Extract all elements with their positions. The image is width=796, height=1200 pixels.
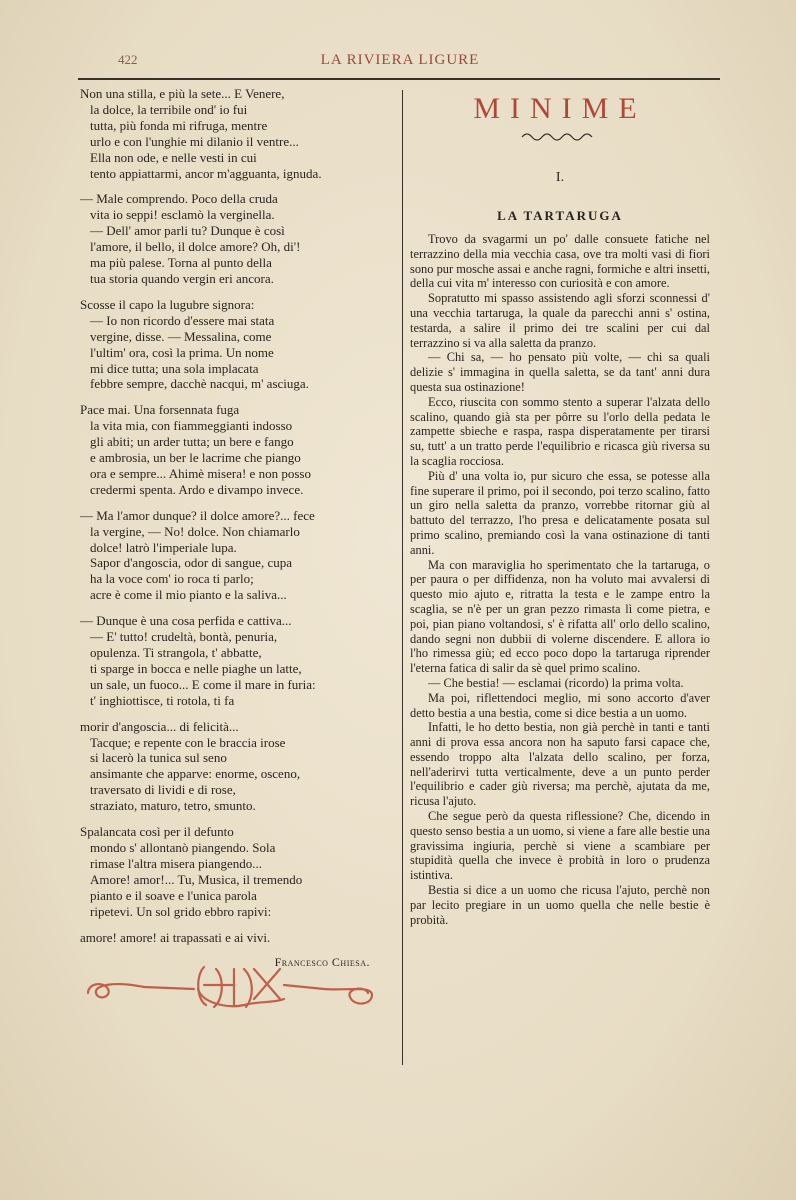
poem-line: acre è come il mio pianto e la saliva...	[90, 587, 287, 603]
article-paragraph: Sopratutto mi spasso assistendo agli sforzi sconnessi d' una vecchia tartaruga, la quale da parecchi anni s' ostina, testarda, a salire il primo dei tre scalini per cui dal terrazzino si va alla saletta da pranzo.	[410, 291, 710, 350]
poem-line: tua storia quando vergin eri ancora.	[90, 270, 274, 286]
poem-column	[80, 86, 380, 970]
poem-line: l'amore, il bello, il dolce amore? Oh, di'!	[90, 239, 301, 255]
section-title: MINIME	[473, 92, 647, 125]
poem-line: ha la voce com' io roca ti parlo;	[90, 571, 254, 587]
poem-line: traversato di lividi e di rose,	[90, 782, 236, 798]
poem-line: un sale, un fuoco... E come il mare in furia:	[90, 676, 316, 692]
poem-line: la dolce, la terribile ond' io fui	[90, 101, 248, 117]
column-divider	[402, 90, 403, 1065]
poem-line: Spalancata così per il defunto	[80, 824, 234, 840]
poem-line: ripetevi. Un sol grido ebbro rapivi:	[90, 903, 272, 919]
title-squiggle	[520, 132, 600, 142]
article-subtitle: LA TARTARUGA	[497, 208, 623, 223]
poem-line: urlo e con l'unghie mi dilanio il ventre...	[90, 133, 299, 149]
poem-signature: Francesco Chiesa.	[274, 955, 370, 970]
page-number: 422	[118, 52, 138, 67]
poem-line: — E' tutto! crudeltà, bontà, penuria,	[90, 629, 278, 645]
poem-stanza	[80, 86, 380, 181]
poem-line: Amore! amor!... Tu, Musica, il tremendo	[90, 871, 303, 887]
article-paragraph: Ecco, riuscita con sommo stento a superar l'alzata dello scalino, quando già sta per pôrre su l'orlo della pedata le zampette sbieche e raspa, raspa disperatamente per tirarsi su, tutt' a un tratto perde l'equilibrio e ricasca giù riversa su la scaglia rocciosa.	[410, 394, 710, 468]
article-paragraph: — Chi sa, — ho pensato più volte, — chi sa quali delizie s' immagina in quella saletta, se da tant' anni dura questa sua ostinazione!	[410, 350, 710, 394]
article-paragraph: Infatti, le ho detto bestia, non già perchè in tanti e tanti anni di prova essa ancora non ha saputo farsi capace che, essendo troppo alta l'alzata dello scalino, per forza, nell'aderirvi tutta verticalmente, deve a un punto perder l'equilibrio e cader giù riversa; ma perchè, ajutata da me, ricusa l'ajuto.	[410, 720, 710, 809]
poem-line: febbre sempre, dacchè nacqui, m' asciuga.	[90, 376, 309, 392]
poem-line: vita io seppi! esclamò la verginella.	[90, 207, 275, 223]
article-paragraph: Ma con maraviglia ho sperimentato che la tartaruga, o per paura o per diffidenza, non ha voluto mai avvalersi di questo mio ajuto e, ritratta la testa e le zampe entro la scaglia, se n'è per un gran pezzo rimasta lì come pietra, e poi, pian piano voltandosi, s' è rifatta all' orlo dello scalino, dando segni non dubbii di volerne discendere. E allora io l'ho rimessa giù; ed ecco poco dopo la tartaruga riprender l'eterna fatica di salir da sè quel primo scalino.	[410, 557, 710, 676]
poem-line: ti sparge in bocca e nelle piaghe un latte,	[90, 660, 302, 676]
poem-stanza	[80, 824, 380, 919]
poem-line: credermi spenta. Ardo e divampo invece.	[90, 481, 304, 497]
running-header	[80, 52, 720, 76]
poem-line: Scosse il capo la lugubre signora:	[80, 296, 255, 312]
poem-stanza	[80, 402, 380, 497]
poem-line: la vergine, — No! dolce. Non chiamarlo	[90, 523, 300, 539]
poem-line: Pace mai. Una forsennata fuga	[80, 402, 240, 418]
poem-line: mi dice tutta; una sola implacata	[90, 360, 259, 376]
article-paragraph: Più d' una volta io, pur sicuro che essa, se potesse alla fine superare il primo, poi il secondo, poi terzo scalino, fatto un giro nella saletta da pranzo, vorrebbe ritornar giù al battuto del terrazzo, l'ho presa e delicatamente posata sul primo scalino, premiando così la vana ostinazione di tanti anni.	[410, 468, 710, 557]
article-paragraph: Trovo da svagarmi un po' dalle consuete fatiche nel terrazzino della mia vecchia casa, ove tra molti vasi di fiori sono pur mosche assai e anche ragni, formiche e altri insetti, della cui vita m' interesso con curiosità e con amore.	[410, 232, 710, 291]
poem-line: — Ma l'amor dunque? il dolce amore?... fece	[80, 507, 315, 523]
poem-line: mondo s' allontanò piangendo. Sola	[90, 839, 276, 855]
poem-line: Sapor d'angoscia, odor di sangue, cupa	[90, 555, 292, 571]
article-column	[410, 92, 710, 927]
article-paragraph: Bestia si dice a un uomo che ricusa l'ajuto, perchè non par lecito pregiare in un uomo quella che nelle bestie è probità.	[410, 883, 710, 927]
poem-line: ora e sempre... Ahimè misera! e non posso	[90, 465, 311, 481]
poem-line: Ella non ode, e nelle vesti in cui	[90, 149, 257, 165]
poem-line: tento appiattarmi, ancor m'agguanta, ignuda.	[90, 165, 322, 181]
poem-line: gli abiti; un arder tutta; un bere e fango	[90, 434, 294, 450]
poem-stanza	[80, 297, 380, 392]
article-body	[410, 232, 710, 927]
poem-line: tutta, più fonda mi rifruga, mentre	[90, 117, 268, 133]
poem-stanza	[80, 930, 380, 946]
poem-line: pianto e il soave e l'unica parola	[90, 887, 257, 903]
poem-line: t' inghiottisce, ti rotola, ti fa	[90, 692, 235, 708]
article-paragraph: Ma poi, riflettendoci meglio, mi sono accorto d'aver detto bestia a una bestia, come si dice bestia a un uomo.	[410, 690, 710, 720]
article-number: I.	[555, 170, 565, 185]
poem-line: — Male comprendo. Poco della cruda	[80, 191, 278, 207]
article-paragraph: Che segue però da questa riflessione? Che, dicendo in questo senso bestia a un uomo, si viene a fare alle bestie una gravissima ingiuria, perchè si viene a scambiare per stupidità quella che invece è probità in loro o prudenza istintiva.	[410, 809, 710, 883]
poem-line: ansimante che apparve: enorme, osceno,	[90, 766, 301, 782]
poem-line: morir d'angoscia... di felicità...	[80, 718, 239, 734]
poem-line: si lacerò la tunica sul seno	[90, 750, 227, 766]
poem-line: opulenza. Ti strangola, t' abbatte,	[90, 645, 262, 660]
running-title: LA RIVIERA LIGURE	[320, 52, 480, 68]
article-paragraph: — Che bestia! — esclamai (ricordo) la prima volta.	[428, 675, 684, 690]
poem-line: e ambrosia, un ber le lacrime che piango	[90, 450, 301, 466]
poem-line: ma più palese. Torna al punto della	[90, 255, 272, 271]
poem-stanza	[80, 613, 380, 708]
poem-line: straziato, maturo, tetro, smunto.	[90, 798, 256, 814]
poem-line: rimase l'altra misera piangendo...	[90, 855, 263, 871]
poem-line: — Io non ricordo d'essere mai stata	[90, 312, 275, 328]
poem-line: l'ultim' ora, così la prima. Un nome	[90, 344, 274, 360]
poem-line: vergine, disse. — Messalina, come	[90, 328, 272, 344]
poem-line: dolce! latrò l'imperiale lupa.	[90, 539, 237, 555]
poem-stanza	[80, 719, 380, 814]
header-rule	[78, 78, 720, 80]
poem-stanza	[80, 508, 380, 603]
poem-line: amore! amore! ai trapassati e ai vivi.	[80, 929, 271, 945]
poem	[80, 86, 380, 945]
poem-line: Non una stilla, e più la sete... E Venere,	[80, 86, 285, 101]
poem-line: la vita mia, con fiammeggianti indosso	[90, 418, 293, 434]
poem-line: Tacque; e repente con le braccia irose	[90, 734, 286, 750]
poem-line: — Dell' amor parli tu? Dunque è così	[90, 223, 285, 239]
poem-stanza	[80, 191, 380, 286]
poem-line: — Dunque è una cosa perfida e cattiva...	[80, 613, 292, 629]
flourish-ornament	[84, 955, 376, 1015]
